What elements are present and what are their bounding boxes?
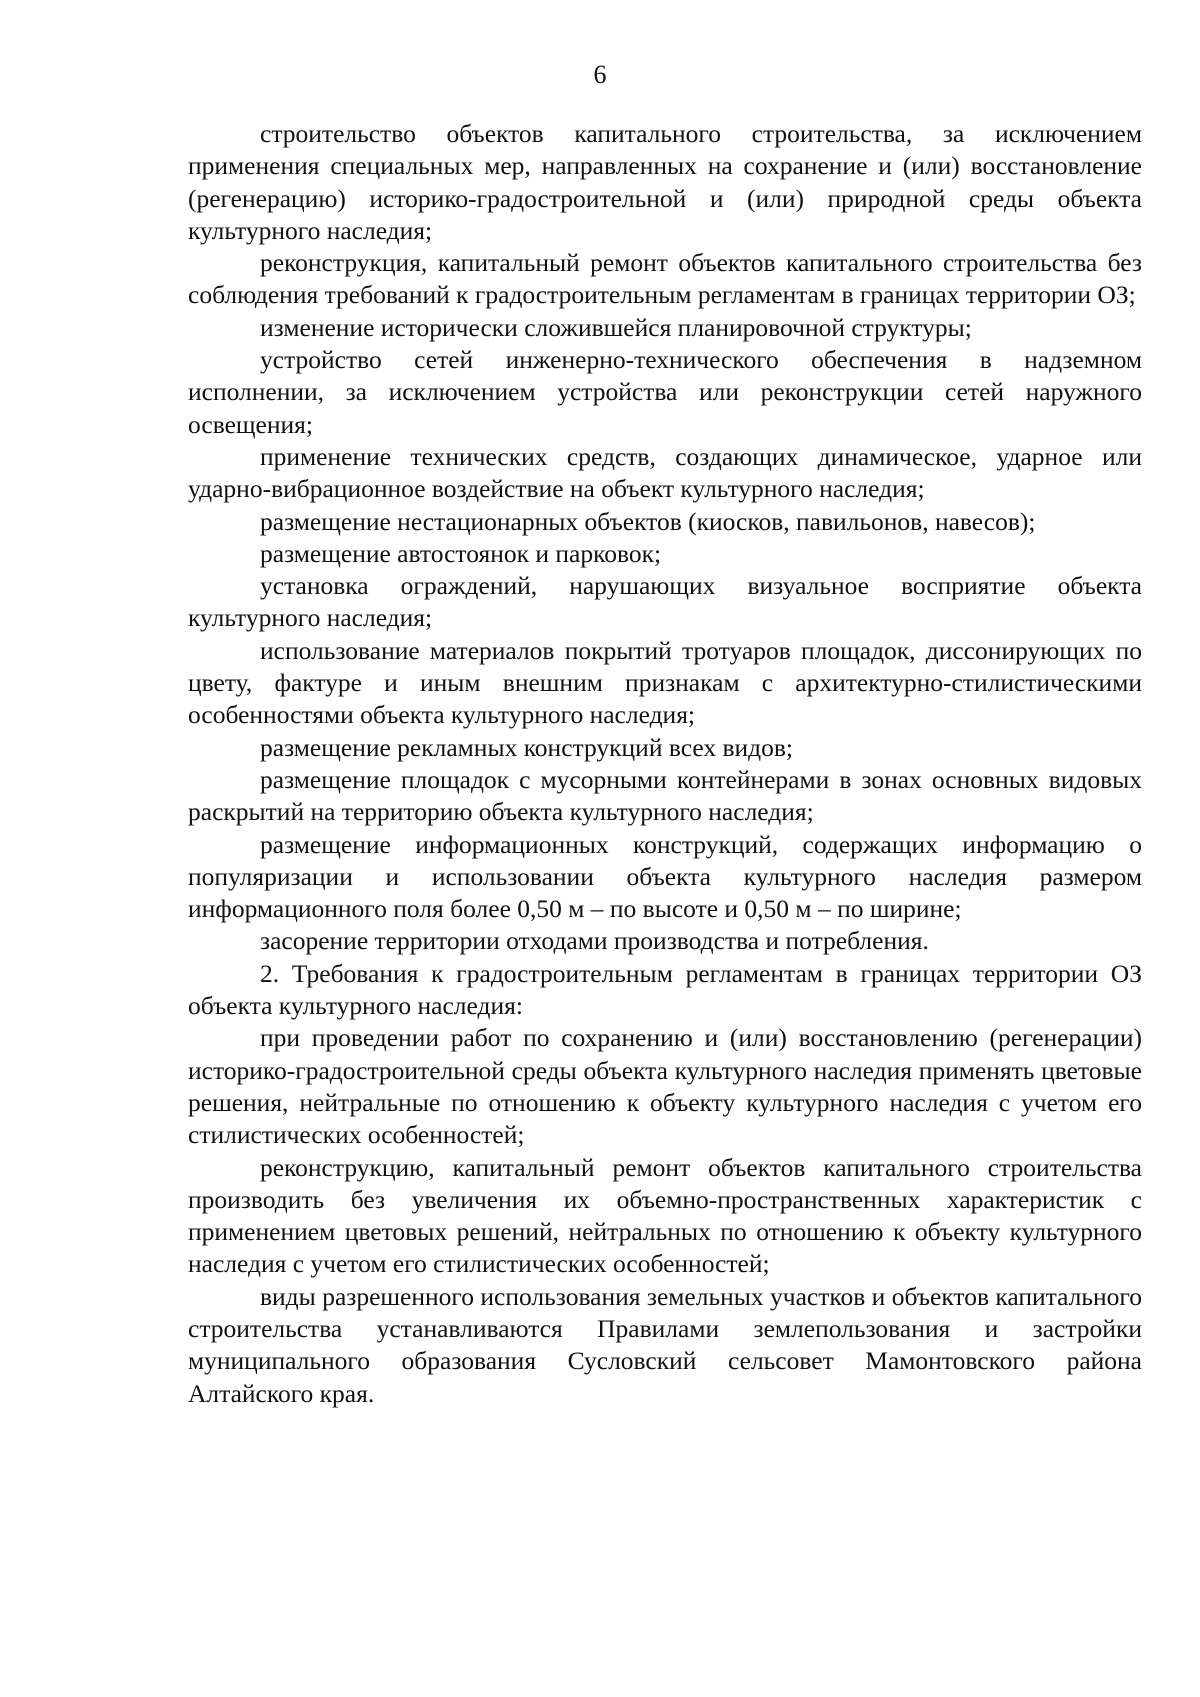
paragraph-littering: засорение территории отходами производства и потребления. xyxy=(260,926,929,956)
paragraph-information-structures: размещение информационных конструкций, содержащих информацию о популяризации и использовании объекта культурного наследия размером информационного поля более 0,50 м – по высоте и 0,50 м – по ширине; xyxy=(188,829,1142,924)
document-body xyxy=(188,118,1142,1410)
paragraph-permitted-use: виды разрешенного использования земельных участков и объектов капитального строительства устанавливаются Правилами землепользования и застройки муниципального образования Сусловский сельсовет Мамонтовского района Алтайского края. xyxy=(188,1281,1142,1408)
paragraph-fences: установка ограждений, нарушающих визуальное восприятие объекта культурного наследия; xyxy=(188,571,1142,633)
paragraph-reconstruction-requirements: реконструкцию, капитальный ремонт объектов капитального строительства производить без увеличения их объемно-пространственных характеристик с применением цветовых решений, нейтральных по отношению к объекту культурного наследия с учетом его стилистических особенностей; xyxy=(188,1152,1142,1279)
paragraph-color-solutions: при проведении работ по сохранению и (или) восстановлению (регенерации) историко-градостроительной среды объекта культурного наследия применять цветовые решения, нейтральные по отношению к объекту культурного наследия с учетом его стилистических особенностей; xyxy=(188,1023,1142,1150)
paragraph-planning-structure: изменение исторически сложившейся планировочной структуры; xyxy=(260,312,972,342)
paragraph-construction-prohibition: строительство объектов капитального строительства, за исключением применения специальных мер, направленных на сохранение и (или) восстановление (регенерацию) историко-градостроительной и (или) природной среды объекта культурного наследия; xyxy=(188,119,1142,245)
paragraph-reconstruction-prohibition: реконструкция, капитальный ремонт объектов капитального строительства без соблюдения требований к градостроительным регламентам в границах территории ОЗ; xyxy=(188,248,1142,310)
paragraph-technical-means: применение технических средств, создающих динамическое, ударное или ударно-вибрационное воздействие на объект культурного наследия; xyxy=(188,441,1142,504)
paragraph-materials: использование материалов покрытий тротуаров площадок, диссонирующих по цвету, фактуре и иным внешним признакам с архитектурно-стилистическими особенностями объекта культурного наследия; xyxy=(188,635,1142,730)
paragraph-non-stationary-objects: размещение нестационарных объектов (киосков, павильонов, навесов); xyxy=(260,506,1036,536)
paragraph-waste-containers: размещение площадок с мусорными контейнерами в зонах основных видовых раскрытий на территорию объекта культурного наследия; xyxy=(188,764,1142,827)
paragraph-engineering-networks: устройство сетей инженерно-технического обеспечения в надземном исполнении, за исключением устройства или реконструкции сетей наружного освещения; xyxy=(188,345,1142,439)
paragraph-advertising: размещение рекламных конструкций всех видов; xyxy=(260,732,794,762)
paragraph-parking: размещение автостоянок и парковок; xyxy=(260,538,662,568)
section-heading-requirements: 2. Требования к градостроительным регламентам в границах территории ОЗ объекта культурного наследия: xyxy=(188,958,1142,1021)
page-number: 6 xyxy=(593,60,607,89)
